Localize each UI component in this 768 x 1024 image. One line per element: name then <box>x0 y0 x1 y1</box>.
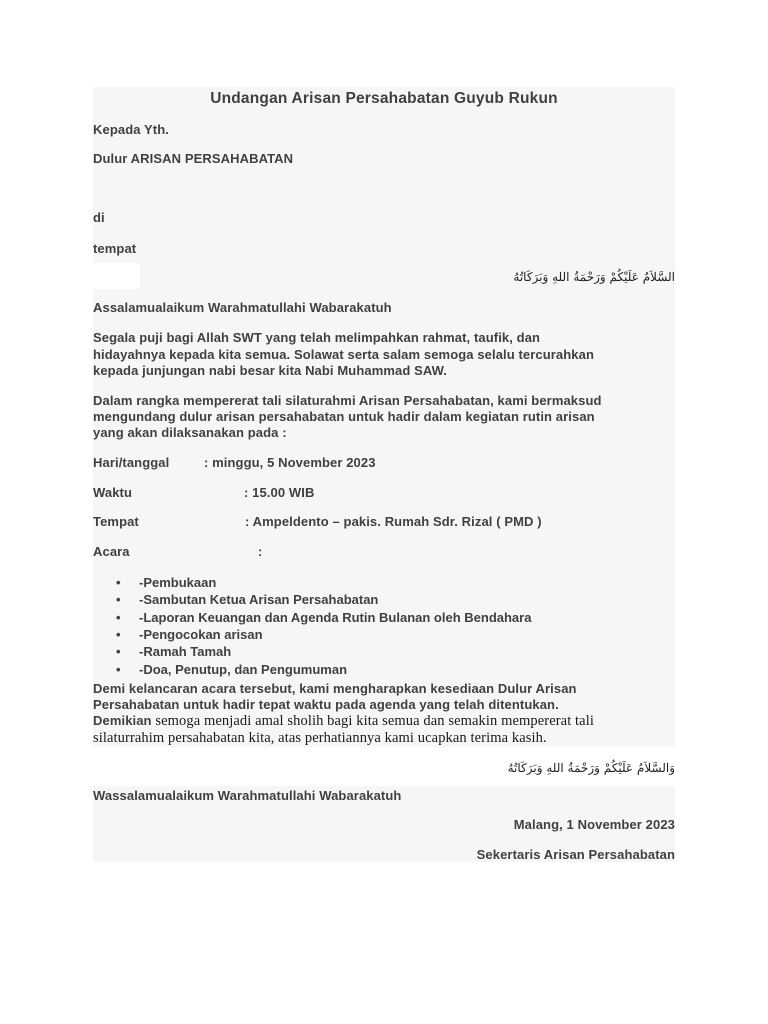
closing-line-3 <box>93 713 594 729</box>
time-value: : 15.00 WIB <box>244 485 315 500</box>
bullet-icon: • <box>116 627 121 642</box>
recipient-line-2: Dulur ARISAN PERSAHABATAN <box>93 151 294 166</box>
closing-line-1: Demi kelancaran acara tersebut, kami mengharapkan kesediaan Dulur Arisan <box>93 681 577 696</box>
paragraph-1-line-3: kepada junjungan nabi besar kita Nabi Muhammad SAW. <box>93 363 448 378</box>
arabic-closing: وَالسَّلاَمُ عَلَيْكُمْ وَرَحْمَةُ اللهِ وَبَرَكَاتُهُ <box>507 761 675 775</box>
event-label: Acara <box>93 544 130 559</box>
date-value: : minggu, 5 November 2023 <box>204 455 376 470</box>
agenda-item: -Doa, Penutup, dan Pengumuman <box>139 662 348 677</box>
bullet-icon: • <box>116 575 121 590</box>
closing-line-2: Persahabatan untuk hadir tepat waktu pada agenda yang telah ditentukan. <box>93 697 559 712</box>
recipient-line-3: di <box>93 210 105 225</box>
paragraph-1-line-1: Segala puji bagi Allah SWT yang telah melimpahkan rahmat, taufik, dan <box>93 330 541 345</box>
date-label: Hari/tanggal <box>93 455 170 470</box>
place-label: Tempat <box>93 514 139 529</box>
recipient-line-4: tempat <box>93 241 137 256</box>
agenda-item: -Ramah Tamah <box>139 644 232 659</box>
bullet-icon: • <box>116 644 121 659</box>
agenda-item: -Sambutan Ketua Arisan Persahabatan <box>139 592 379 607</box>
agenda-item: -Pengocokan arisan <box>139 627 263 642</box>
paragraph-2-line-2: mengundang dulur arisan persahabatan untuk hadir dalam kegiatan rutin arisan <box>93 409 595 424</box>
bullet-icon: • <box>116 592 121 607</box>
closing-line-3-rest: semoga menjadi amal sholih bagi kita semua dan semakin mempererat tali <box>151 713 594 729</box>
arabic-greeting: السَّلاَمُ عَلَيْكُمْ وَرَحْمَةُ اللهِ وَبَرَكَاتُهُ <box>513 270 675 284</box>
place-value: : Ampeldento – pakis. Rumah Sdr. Rizal ( PMD ) <box>245 514 542 529</box>
paragraph-2-line-3: yang akan dilaksanakan pada : <box>93 425 287 440</box>
agenda-item: -Laporan Keuangan dan Agenda Rutin Bulanan oleh Bendahara <box>139 610 532 625</box>
bullet-icon: • <box>116 662 121 677</box>
header-band <box>93 87 675 263</box>
paragraph-1-line-2: hidayahnya kepada kita semua. Solawat serta salam semoga selalu tercurahkan <box>93 347 595 362</box>
recipient-line-1: Kepada Yth. <box>93 122 169 137</box>
time-label: Waktu <box>93 485 133 500</box>
page-title: Undangan Arisan Persahabatan Guyub Rukun <box>210 90 558 107</box>
greeting: Assalamualaikum Warahmatullahi Wabarakatuh <box>93 300 392 315</box>
closing-line-3-bold: Demikian <box>93 713 152 728</box>
paragraph-2-line-1: Dalam rangka mempererat tali silaturahmi Arisan Persahabatan, kami bermaksud <box>93 393 602 408</box>
place-date: Malang, 1 November 2023 <box>513 817 675 832</box>
farewell: Wassalamualaikum Warahmatullahi Wabarakatuh <box>93 788 402 803</box>
closing-line-4: silaturrahim persahabatan kita, atas perhatiannya kami ucapkan terima kasih. <box>93 730 547 746</box>
bullet-icon: • <box>116 610 121 625</box>
signature-title: Sekertaris Arisan Persahabatan <box>476 847 675 862</box>
agenda-item: -Pembukaan <box>139 575 217 590</box>
event-value: : <box>258 544 263 559</box>
